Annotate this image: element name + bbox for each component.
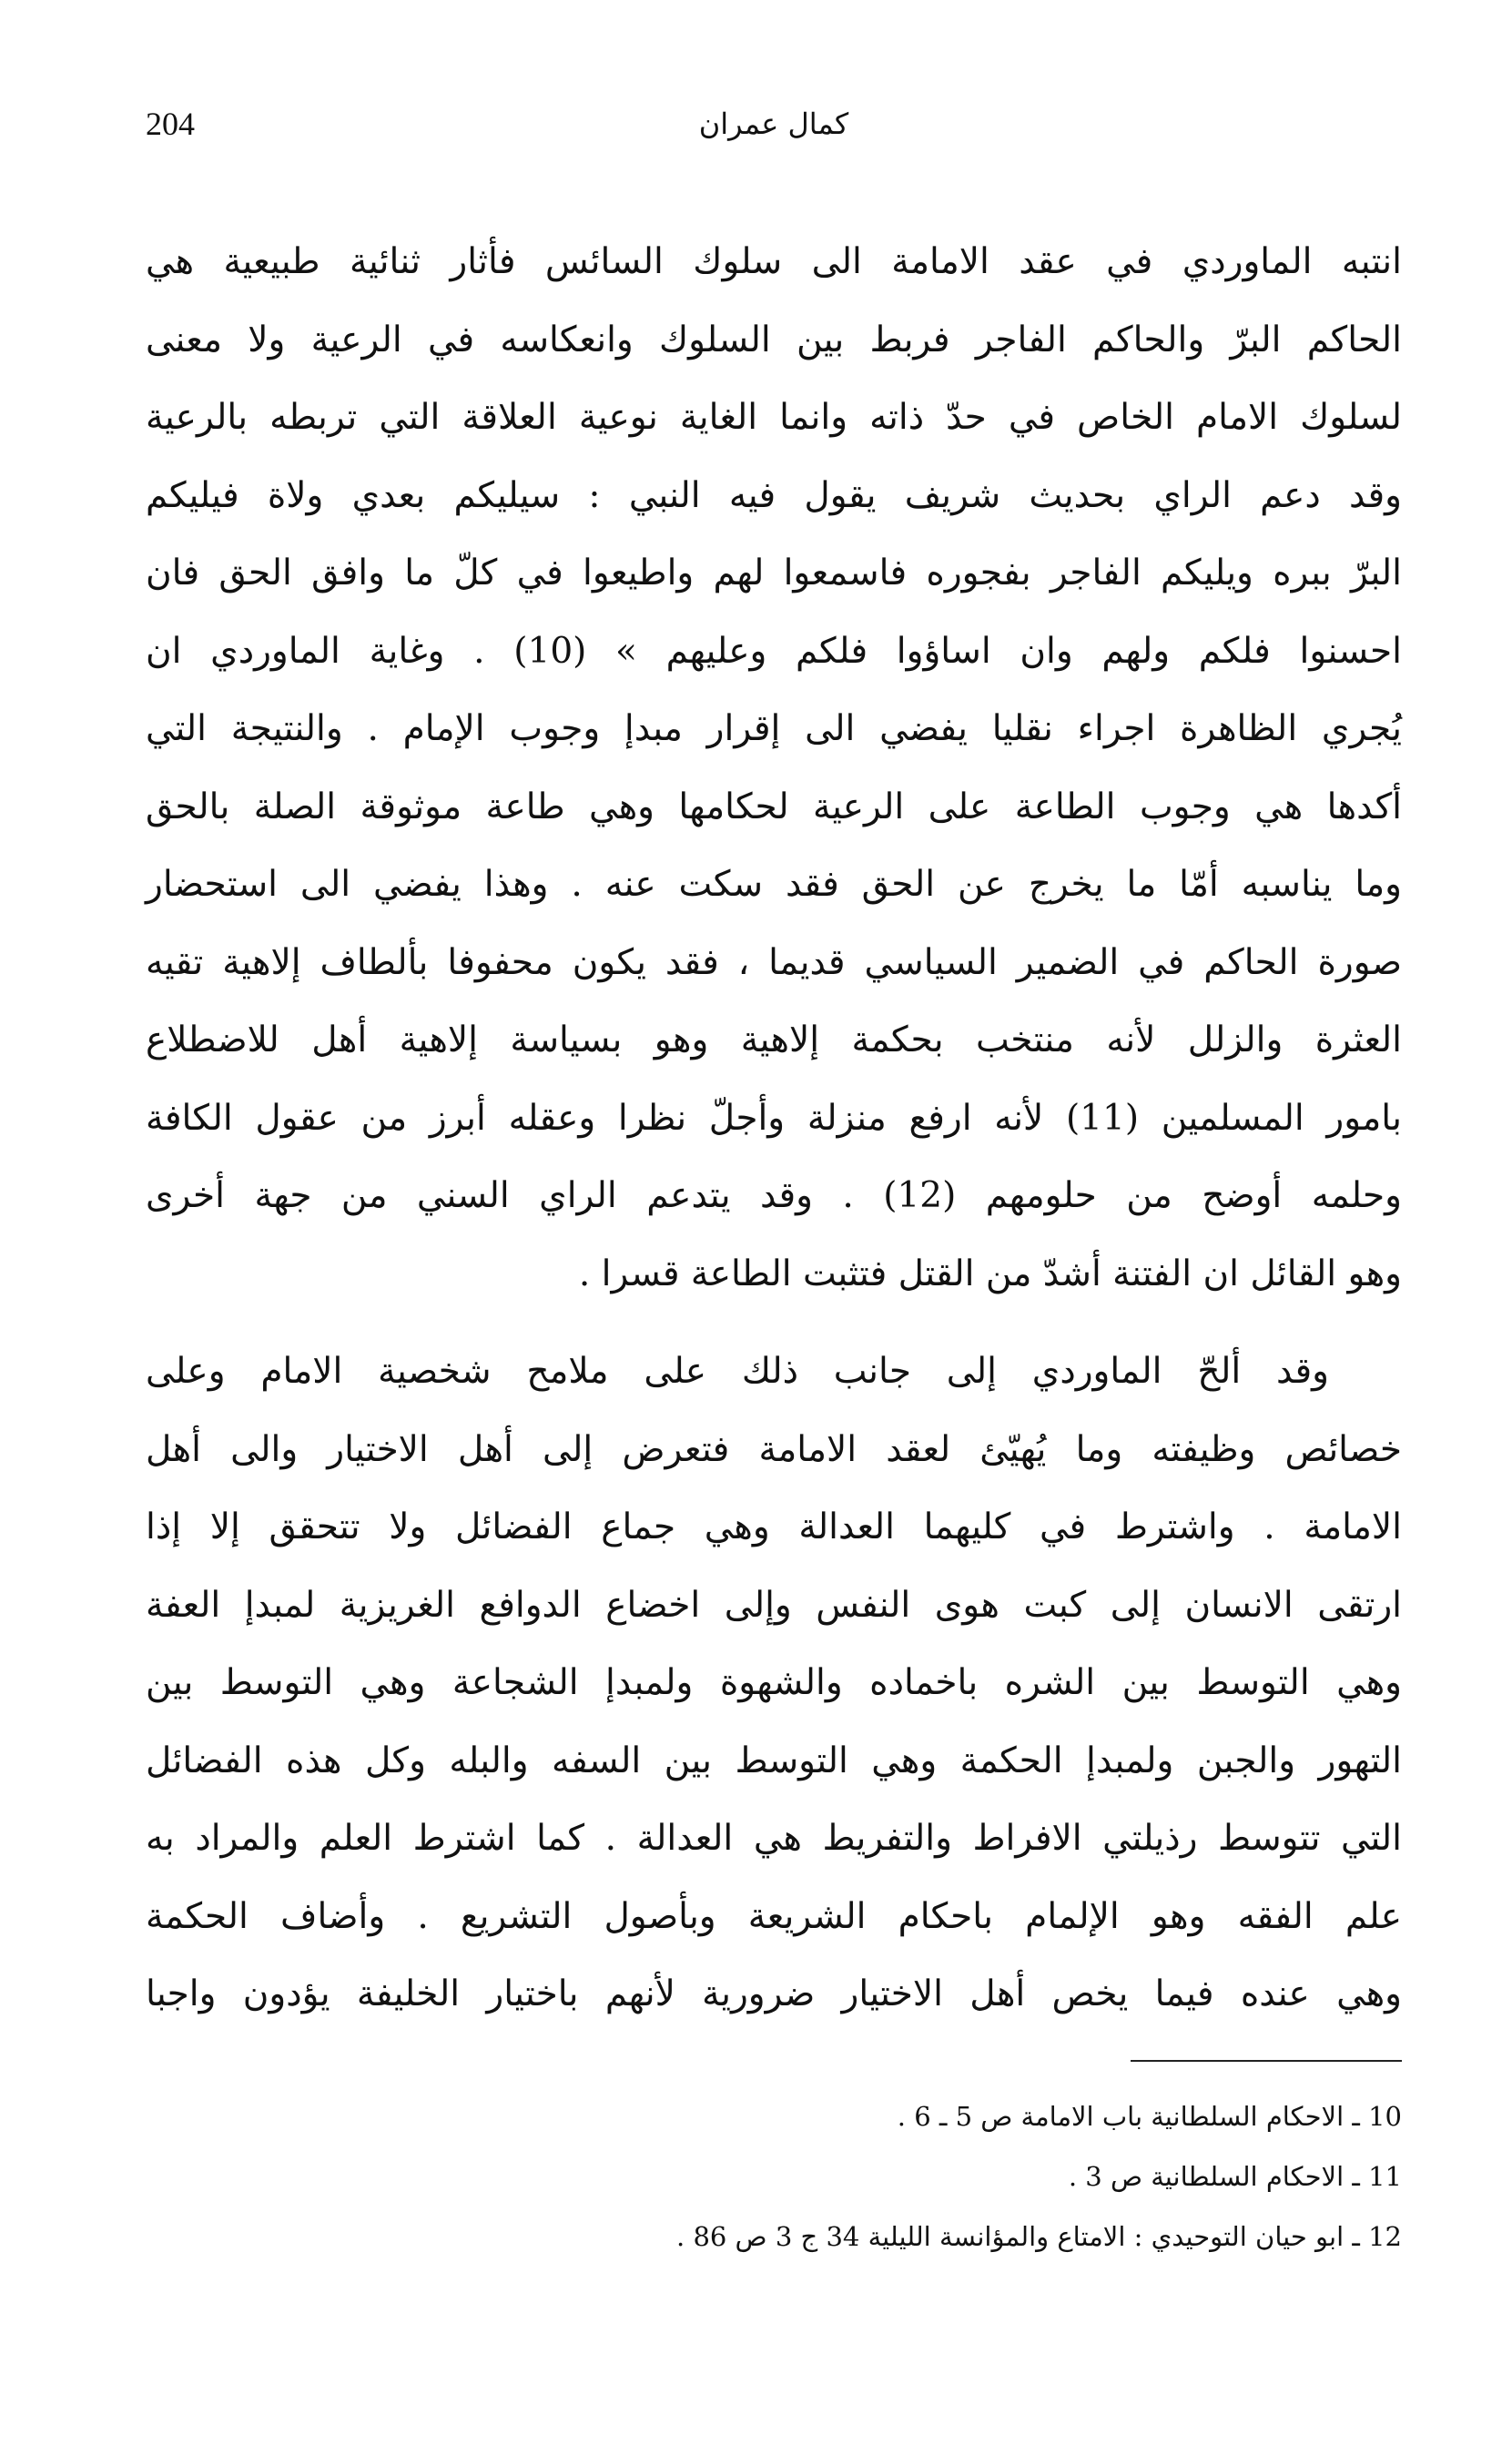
text-line: بامور المسلمين (11) لأنه ارفع منزلة وأجلّ نظرا وعقله أبرز من عقول الكافة <box>146 1097 1402 1139</box>
text-line: لسلوك الامام الخاص في حدّ ذاته وانما الغاية نوعية العلاقة التي تربطه بالرعية <box>146 397 1402 438</box>
paragraph-gap <box>146 1313 1402 1333</box>
text-line: وهو القائل ان الفتنة أشدّ من القتل فتثبت الطاعة قسرا . <box>578 1253 1402 1294</box>
text-line: الحاكم البرّ والحاكم الفاجر فربط بين السلوك وانعكاسه في الرعية ولا معنى <box>146 319 1402 360</box>
footnote-12: 12 ـ ابو حيان التوحيدي : الامتاع والمؤانسة الليلية 34 ج 3 ص 86 . <box>676 2221 1402 2252</box>
text-line: انتبه الماوردي في عقد الامامة الى سلوك السائس فأثار ثنائية طبيعية هي <box>146 241 1402 282</box>
text-line: أكدها هي وجوب الطاعة على الرعية لحكامها وهي طاعة موثوقة الصلة بالحق <box>146 786 1402 827</box>
text-line: يُجري الظاهرة اجراء نقليا يفضي الى إقرار مبدإ وجوب الإمام . والنتيجة التي <box>146 708 1402 749</box>
footnote-divider <box>1131 2060 1402 2062</box>
text-line: الامامة . واشترط في كليهما العدالة وهي جماع الفضائل ولا تتحقق إلا إذا <box>146 1507 1402 1547</box>
text-line: وما يناسبه أمّا ما يخرج عن الحق فقد سكت عنه . وهذا يفضي الى استحضار <box>146 864 1402 905</box>
text-line: احسنوا فلكم ولهم وان اساؤوا فلكم وعليهم » (10) . وغاية الماوردي ان <box>146 630 1403 672</box>
text-line: وقد ألحّ الماوردي إلى جانب ذلك على ملامح شخصية الامام وعلى <box>146 1351 1329 1392</box>
text-line: ارتقى الانسان إلى كبت هوى النفس وإلى اخضاع الدوافع الغريزية لمبدإ العفة <box>146 1584 1402 1626</box>
page-number: 204 <box>146 106 195 142</box>
text-line: وحلمه أوضح من حلومهم (12) . وقد يتدعم الراي السني من جهة أخرى <box>146 1175 1403 1216</box>
text-line: علم الفقه وهو الإلمام باحكام الشريعة وبأصول التشريع . وأضاف الحكمة <box>146 1895 1402 1937</box>
paragraph-2 <box>146 1333 1402 2034</box>
text-line: التهور والجبن ولمبدإ الحكمة وهي التوسط بين السفه والبله وكل هذه الفضائل <box>146 1740 1402 1781</box>
footnotes <box>146 2086 1402 2267</box>
body-text <box>146 223 1402 2034</box>
text-line: العثرة والزلل لأنه منتخب بحكمة إلاهية وهو بسياسة إلاهية أهل للاضطلاع <box>146 1020 1402 1060</box>
text-line: صورة الحاكم في الضمير السياسي قديما ، فقد يكون محفوفا بألطاف إلاهية تقيه <box>146 941 1402 983</box>
text-line: البرّ ببره ويليكم الفاجر بفجوره فاسمعوا لهم واطيعوا في كلّ ما وافق الحق فان <box>146 553 1402 593</box>
text-line: وهي عنده فيما يخص أهل الاختيار ضرورية لأنهم باختيار الخليفة يؤدون واجبا <box>146 1973 1402 2014</box>
text-line: وهي التوسط بين الشره باخماده والشهوة ولمبدإ الشجاعة وهي التوسط بين <box>146 1662 1402 1703</box>
footnote-11: 11 ـ الاحكام السلطانية ص 3 . <box>1068 2161 1402 2192</box>
footnote-10: 10 ـ الاحكام السلطانية باب الامامة ص 5 ـ 6 . <box>897 2101 1402 2132</box>
text-line: وقد دعم الراي بحديث شريف يقول فيه النبي : سيليكم بعدي ولاة فيليكم <box>146 474 1402 516</box>
running-head: كمال عمران <box>698 107 849 141</box>
paragraph-1 <box>146 223 1402 1313</box>
page-header <box>146 105 1402 168</box>
text-line: خصائص وظيفته وما يُهيّئ لعقد الامامة فتعرض إلى أهل الاختيار والى أهل <box>146 1428 1402 1470</box>
text-line: التي تتوسط رذيلتي الافراط والتفريط هي العدالة . كما اشترط العلم والمراد به <box>146 1818 1402 1859</box>
